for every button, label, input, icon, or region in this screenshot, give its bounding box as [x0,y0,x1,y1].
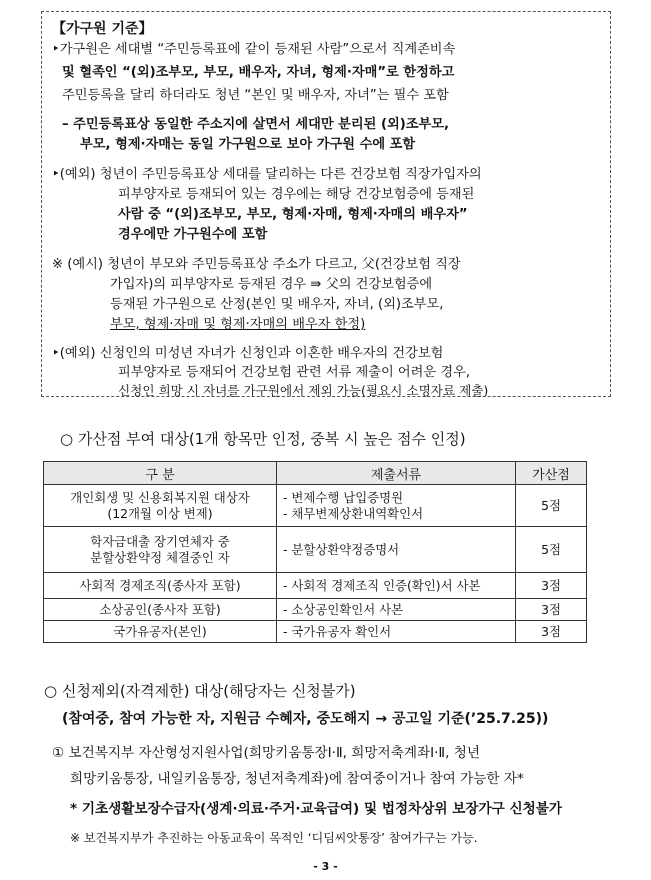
box-line: 등재된 가구원으로 산정(본인 및 배우자, 자녀, (외)조부모, [110,297,444,312]
cell-category: 개인회생 및 신용회복지원 대상자 [70,489,250,505]
table-row [44,485,587,527]
cell-points: 5점 [516,527,587,573]
box-line: 피부양자로 등재되어 있는 경우에는 해당 건강보험증에 등재된 [118,187,475,202]
box-line: 부모, 형제·자매는 동일 가구원으로 보아 가구원 수에 포함 [80,137,416,152]
box-line: 피부양자로 등재되어 건강보험 관련 서류 제출이 어려운 경우, [118,365,471,380]
exclusion-item-1-cont: 희망키움통장, 내일키움통장, 청년저축계좌)에 참여중이거나 참여 가능한 자* [70,771,524,787]
exclusion-item-1: ① 보건복지부 자산형성지원사업(희망키움통장Ⅰ·Ⅱ, 희망저축계좌Ⅰ·Ⅱ, 청년 [52,745,481,761]
col-header-points: 가산점 [516,462,587,485]
box-line: ‣(예외) 청년이 주민등록표상 세대를 달리하는 다른 건강보험 직장가입자의 [52,167,482,182]
cell-category-sub: (12개월 이상 변제) [107,505,213,521]
bonus-table [43,461,587,643]
cell-points: 3점 [516,621,587,643]
page-number: - 3 - [313,860,338,873]
table-row [44,621,587,643]
box-line: 부모, 형제·자매 및 형제·자매의 배우자 한정) [110,317,366,332]
box-line: ※ (예시) 청년이 부모와 주민등록표상 주소가 다르고, 父(건강보험 직장 [52,257,461,272]
box-line: ‣(예외) 신청인의 미성년 자녀가 신청인과 이혼한 배우자의 건강보험 [52,346,444,361]
col-header-category: 구 분 [44,462,277,485]
cell-document: - 소상공인확인서 사본 [277,599,516,621]
exclusion-note: ※ 보건복지부가 추진하는 아동교육이 목적인 ‘디딤씨앗통장’ 참여가구는 가능. [70,831,478,845]
cell-category: 학자금대출 장기연체자 중 [90,533,230,549]
cell-points: 3점 [516,573,587,599]
box-line: 주민등록을 달리 하더라도 청년 “본인 및 배우자, 자녀”는 필수 포함 [62,88,449,103]
cell-points: 5점 [516,485,587,527]
cell-document: - 국가유공자 확인서 [277,621,516,643]
box-line: 경우에만 가구원수에 포함 [118,227,268,242]
cell-document: - 채무변제상환내역확인서 [283,505,424,521]
box-line: – 주민등록표상 동일한 주소지에 살면서 세대만 분리된 (외)조부모, [62,117,450,132]
col-header-documents: 제출서류 [277,462,516,485]
cell-document: - 분할상환약정증명서 [277,527,516,573]
cell-category: 국가유공자(본인) [44,621,277,643]
box-line: 가입자)의 피부양자로 등재된 경우 ⇛ 父의 건강보험증에 [110,277,433,292]
table-row [44,573,587,599]
exclusion-star-note: * 기초생활보장수급자(생계·의료·주거·교육급여) 및 법정차상위 보장가구 신청불가 [70,801,563,817]
cell-category: 사회적 경제조직(종사자 포함) [44,573,277,599]
box-title: 【가구원 기준】 [52,21,153,37]
cell-document: - 변제수행 납입증명원 [283,489,404,505]
exclusion-subheading: (참여중, 참여 가능한 자, 지원금 수혜자, 중도해지 → 공고일 기준(’25.7.25)) [62,711,549,727]
box-line: ‣가구원은 세대별 “주민등록표에 같이 등재된 사람”으로서 직계존비속 [52,42,456,57]
cell-category-sub: 분할상환약정 체결중인 자 [90,549,230,565]
box-line: 사람 중 “(외)조부모, 부모, 형제·자매, 형제·자매의 배우자” [118,207,468,222]
cell-document: - 사회적 경제조직 인증(확인)서 사본 [277,573,516,599]
table-row [44,599,587,621]
exclusion-heading: ○ 신청제외(자격제한) 대상(해당자는 신청불가) [44,682,356,700]
table-row [44,527,587,573]
box-line: 및 혈족인 “(외)조부모, 부모, 배우자, 자녀, 형제·자매”로 한정하고 [62,65,455,80]
cell-points: 3점 [516,599,587,621]
box-line: 신청인 희망 시 자녀를 가구원에서 제외 가능(필요시 소명자료 제출) [118,383,489,398]
cell-category: 소상공인(종사자 포함) [44,599,277,621]
bonus-heading: ○ 가산점 부여 대상(1개 항목만 인정, 중복 시 높은 점수 인정) [60,430,466,448]
